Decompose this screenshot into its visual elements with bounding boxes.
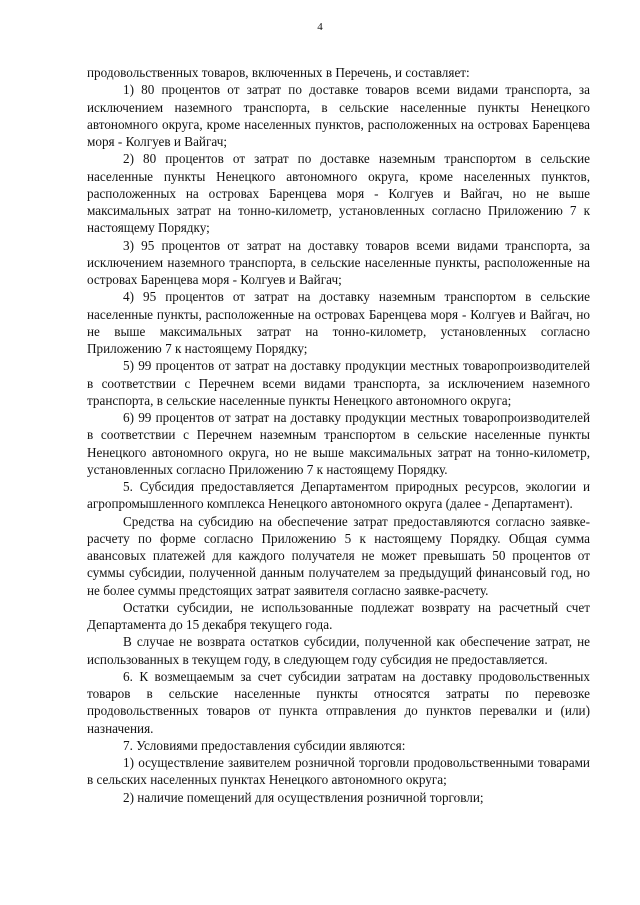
document-body [87,64,590,806]
paragraph: Остатки субсидии, не использованные подлежат возврату на расчетный счет Департамента до 15 декабря текущего года. [87,599,590,632]
paragraph: 1) 80 процентов от затрат по доставке товаров всеми видами транспорта, за исключением наземного транспорта, в сельские населенные пункты Ненецкого автономного округа, кроме населенных пунктов, расположенных на островах Баренцева моря - Колгуев и Вайгач; [87,82,590,149]
paragraph: 5) 99 процентов от затрат на доставку продукции местных товаропроизводителей в соответствии с Перечнем всеми видами транспорта, за исключением наземного транспорта, в сельские населенные пункты Ненецкого автономного округа; [87,358,590,408]
paragraph: 5. Субсидия предоставляется Департаментом природных ресурсов, экологии и агропромышленного комплекса Ненецкого автономного округа (далее - Департамент). [87,479,590,512]
paragraph: 2) наличие помещений для осуществления розничной торговли; [123,789,484,805]
paragraph: 6. К возмещаемым за счет субсидии затратам на доставку продовольственных товаров в сельские населенные пункты относятся затраты по перевозке продовольственных товаров от пункта отправления до пунктов перевалки и (или) назначения. [87,668,590,736]
page-number: 4 [317,21,323,33]
paragraph: 3) 95 процентов от затрат на доставку товаров всеми видами транспорта, за исключением наземного транспорта, в сельские населенные пункты, расположенные на островах Баренцева моря - Колгуев и Вайгач; [87,237,590,287]
paragraph: 6) 99 процентов от затрат на доставку продукции местных товаропроизводителей в соответствии с Перечнем наземным транспортом в сельские населенные пункты Ненецкого автономного округа, но не выше максимальных затрат на тонно-километр, установленных согласно Приложению 7 к настоящему Порядку. [87,410,590,477]
paragraph: В случае не возврата остатков субсидии, полученной как обеспечение затрат, не использованных в текущем году, в следующем году субсидия не предоставляется. [87,634,590,667]
paragraph: 2) 80 процентов от затрат по доставке наземным транспортом в сельские населенные пункты Ненецкого автономного округа, кроме населенных пунктов, расположенных на островах Баренцева моря - Колгуев и Вайгач, но не выше максимальных затрат на тонно-километр, установленных согласно Приложению 7 к настоящему Порядку; [87,151,590,236]
paragraph: 7. Условиями предоставления субсидии являются: [123,737,406,753]
paragraph: продовольственных товаров, включенных в Перечень, и составляет: [87,65,470,80]
paragraph: 4) 95 процентов от затрат на доставку наземным транспортом в сельские населенные пункты, расположенные на островах Баренцева моря - Колгуев и Вайгач, но не выше максимальных затрат на тонно-километр, установленных согласно Приложению 7 к настоящему Порядку; [87,289,590,356]
paragraph: 1) осуществление заявителем розничной торговли продовольственными товарами в сельских населенных пунктах Ненецкого автономного округа; [87,755,590,788]
paragraph: Средства на субсидию на обеспечение затрат предоставляются согласно заявке-расчету по форме согласно Приложению 5 к настоящему Порядку. Общая сумма авансовых платежей для каждого получателя не может превышать 50 процентов от суммы субсидии, полученной данным получателем за предыдущий финансовый год, но не более суммы предстоящих затрат заявителя согласно заявке-расчету. [87,513,590,598]
